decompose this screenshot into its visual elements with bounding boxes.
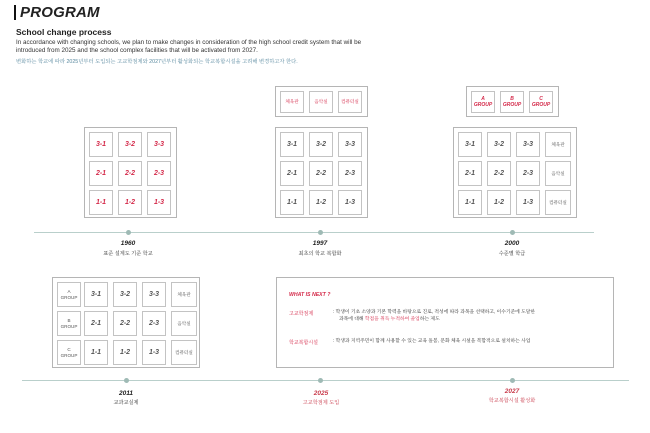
group-cell: B GROUP (500, 91, 524, 113)
group-cell: C GROUP (57, 340, 81, 365)
classroom-cell: 1-1 (280, 190, 304, 215)
classroom-cell: 2-3 (142, 311, 166, 336)
classroom-cell: 1-1 (84, 340, 108, 365)
classroom-cell: 1-1 (458, 190, 482, 215)
classroom-cell: 3-3 (142, 282, 166, 307)
classroom-cell: 3-2 (118, 132, 142, 157)
description-english: In accordance with changing schools, we plan to make changes in consideration of the high school credit system that will be introduced from 2025 and the school complex facilities that will be activated from 2027. (16, 39, 362, 55)
timeline-dot (510, 230, 515, 235)
classroom-cell: 1-2 (113, 340, 137, 365)
panel-2011 (52, 277, 200, 368)
facility-cell: 체육관 (545, 132, 571, 157)
timeline-year: 2027 (504, 388, 520, 395)
what-is-next-title: WHAT IS NEXT ? (289, 292, 331, 298)
classroom-cell: 1-3 (516, 190, 540, 215)
group-cell: A GROUP (57, 282, 81, 307)
timeline-year: 2025 (313, 390, 329, 397)
classroom-cell: 3-2 (309, 132, 333, 157)
timeline-caption: 학교복합시설 활성화 (488, 398, 536, 404)
what-is-next-box (276, 277, 614, 368)
timeline-caption: 고교학점제 도입 (302, 400, 340, 406)
facility-cell: 체육관 (171, 282, 197, 307)
classroom-cell: 2-2 (113, 311, 137, 336)
panel-1997-facilities (275, 86, 368, 117)
timeline-caption: 교과교실제 (113, 400, 139, 406)
facility-cell: 컴퓨터실 (171, 340, 197, 365)
group-cell: C GROUP (529, 91, 553, 113)
classroom-cell: 1-2 (487, 190, 511, 215)
facility-cell: 체육관 (280, 91, 304, 113)
timeline-year: 1960 (120, 240, 136, 247)
classroom-cell: 2-1 (84, 311, 108, 336)
group-cell: B GROUP (57, 311, 81, 336)
timeline-year: 2011 (119, 390, 133, 397)
classroom-cell: 3-3 (338, 132, 362, 157)
timeline-caption: 표준 설계도 기준 학교 (103, 251, 153, 257)
definition-credit-system-line1: : 학생이 기초 소양과 기본 학력을 바탕으로 진로, 적성에 따라 과목을 선택하고, 이수기준에 도달한 (333, 310, 536, 315)
timeline-dot (126, 230, 131, 235)
panel-2000 (453, 127, 577, 218)
classroom-cell: 2-3 (147, 161, 171, 186)
classroom-cell: 2-3 (338, 161, 362, 186)
classroom-cell: 1-3 (338, 190, 362, 215)
page-title: PROGRAM (14, 5, 100, 20)
classroom-cell: 2-3 (516, 161, 540, 186)
classroom-cell: 1-2 (118, 190, 142, 215)
facility-cell: 음악실 (309, 91, 333, 113)
classroom-cell: 3-3 (516, 132, 540, 157)
classroom-cell: 3-2 (487, 132, 511, 157)
classroom-cell: 1-3 (147, 190, 171, 215)
timeline-year: 2000 (504, 240, 520, 247)
timeline-dot (318, 378, 323, 383)
description-korean: 변화하는 학교에 따라 2025년부터 도입되는 고교학점제와 2027년부터 활성화되는 학교복합시설을 고려해 변경하고자 한다. (16, 59, 298, 65)
classroom-cell: 3-1 (84, 282, 108, 307)
classroom-cell: 3-1 (89, 132, 113, 157)
classroom-cell: 3-1 (458, 132, 482, 157)
facility-cell: 컴퓨터실 (338, 91, 362, 113)
panel-2000-groups (466, 86, 559, 117)
facility-cell: 음악실 (171, 311, 197, 336)
timeline-year: 1997 (312, 240, 328, 247)
classroom-cell: 2-1 (458, 161, 482, 186)
page-subtitle: School change process (16, 27, 112, 37)
classroom-cell: 2-2 (487, 161, 511, 186)
timeline-dot (318, 230, 323, 235)
timeline-line-bottom (22, 380, 629, 381)
term-credit-system: 고교학점제 (289, 311, 314, 317)
timeline-dot (124, 378, 129, 383)
group-cell: A GROUP (471, 91, 495, 113)
timeline-caption: 수준별 학급 (498, 251, 526, 257)
classroom-cell: 1-2 (309, 190, 333, 215)
classroom-cell: 2-2 (309, 161, 333, 186)
definition-complex-facility: : 학생과 지역주민이 함께 사용할 수 있는 교육 돌봄, 문화 체육 시설을 복합적으로 설치하는 사업 (333, 339, 531, 344)
facility-cell: 컴퓨터실 (545, 190, 571, 215)
classroom-cell: 1-1 (89, 190, 113, 215)
timeline-caption: 최초의 학교 복합화 (298, 251, 342, 257)
facility-cell: 음악실 (545, 161, 571, 186)
timeline-dot (510, 378, 515, 383)
classroom-cell: 2-1 (280, 161, 304, 186)
classroom-cell: 3-1 (280, 132, 304, 157)
classroom-cell: 2-1 (89, 161, 113, 186)
panel-1960 (84, 127, 177, 218)
term-complex-facility: 학교복합시설 (289, 340, 318, 346)
definition-credit-system-line2: 과목에 대해 학점을 취득 누적하여 졸업하는 제도 (339, 317, 440, 322)
panel-1997 (275, 127, 368, 218)
classroom-cell: 2-2 (118, 161, 142, 186)
classroom-cell: 3-2 (113, 282, 137, 307)
classroom-cell: 1-3 (142, 340, 166, 365)
classroom-cell: 3-3 (147, 132, 171, 157)
